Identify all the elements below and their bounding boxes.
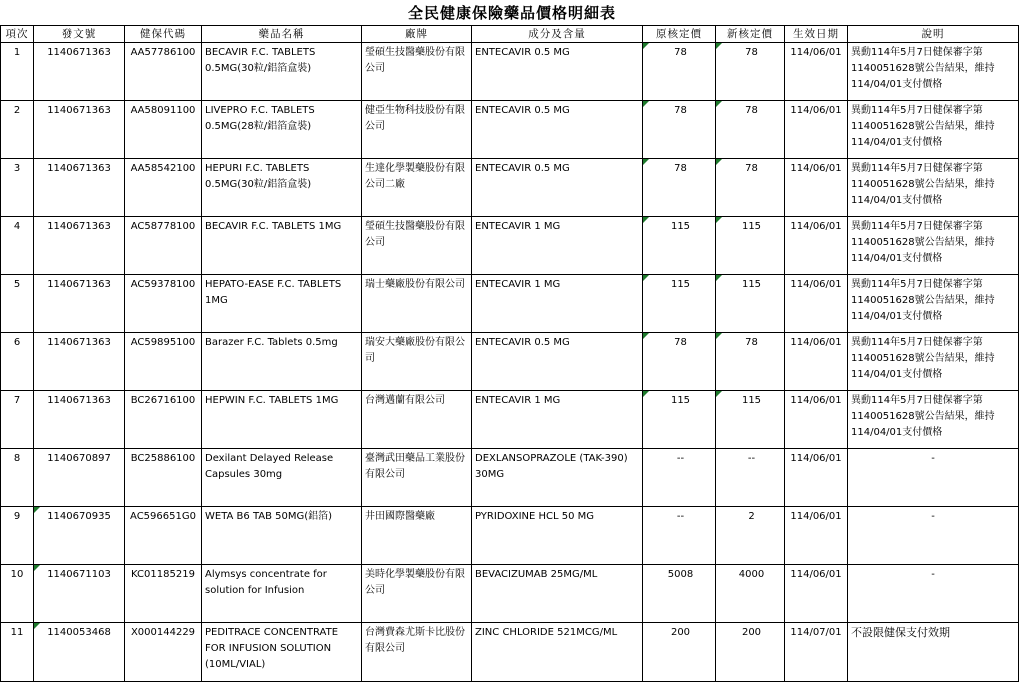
cell-new-price: 4000 (716, 565, 785, 623)
cell-note: - (848, 449, 1019, 507)
cell-new-price: 78 (716, 43, 785, 101)
header-effective-date: 生效日期 (785, 26, 848, 43)
cell-item-no: 1 (1, 43, 34, 101)
cell-new-price: 78 (716, 333, 785, 391)
cell-item-no: 11 (1, 623, 34, 682)
cell-ingredient: ENTECAVIR 0.5 MG (472, 159, 643, 217)
cell-doc-no: 1140671363 (34, 275, 125, 333)
cell-doc-no: 1140671363 (34, 333, 125, 391)
cell-manufacturer: 台灣邁蘭有限公司 (362, 391, 472, 449)
cell-original-price: 78 (643, 333, 716, 391)
cell-note: 異動114年5月7日健保審字第1140051628號公告結果，維持114/04/01支付價格 (848, 159, 1019, 217)
header-item-no: 項次 (1, 26, 34, 43)
cell-nhi-code: AC58778100 (125, 217, 202, 275)
cell-effective-date: 114/06/01 (785, 333, 848, 391)
header-note: 說明 (848, 26, 1019, 43)
table-row (1, 43, 1019, 101)
cell-drug-name: Barazer F.C. Tablets 0.5mg (202, 333, 362, 391)
cell-effective-date: 114/06/01 (785, 43, 848, 101)
cell-original-price: 5008 (643, 565, 716, 623)
cell-ingredient: ENTECAVIR 1 MG (472, 391, 643, 449)
cell-ingredient: ENTECAVIR 0.5 MG (472, 101, 643, 159)
cell-effective-date: 114/06/01 (785, 101, 848, 159)
cell-nhi-code: AA58542100 (125, 159, 202, 217)
cell-drug-name: WETA B6 TAB 50MG(鋁箔) (202, 507, 362, 565)
cell-manufacturer: 生達化學製藥股份有限公司二廠 (362, 159, 472, 217)
cell-ingredient: ENTECAVIR 1 MG (472, 217, 643, 275)
cell-doc-no: 1140671363 (34, 43, 125, 101)
table-row (1, 333, 1019, 391)
table-row (1, 275, 1019, 333)
cell-doc-no: 1140053468 (34, 623, 125, 682)
cell-item-no: 5 (1, 275, 34, 333)
cell-drug-name: HEPURI F.C. TABLETS 0.5MG(30粒/鋁箔盒裝) (202, 159, 362, 217)
cell-doc-no: 1140671363 (34, 217, 125, 275)
cell-nhi-code: BC25886100 (125, 449, 202, 507)
table-row (1, 623, 1019, 682)
cell-doc-no: 1140670897 (34, 449, 125, 507)
cell-nhi-code: AC59895100 (125, 333, 202, 391)
page-title: 全民健康保險藥品價格明細表 (407, 4, 616, 22)
cell-doc-no: 1140670935 (34, 507, 125, 565)
cell-new-price: 115 (716, 217, 785, 275)
cell-ingredient: ENTECAVIR 0.5 MG (472, 43, 643, 101)
cell-item-no: 7 (1, 391, 34, 449)
cell-drug-name: Dexilant Delayed Release Capsules 30mg (202, 449, 362, 507)
table-row (1, 159, 1019, 217)
cell-manufacturer: 瑩碩生技醫藥股份有限公司 (362, 217, 472, 275)
cell-effective-date: 114/06/01 (785, 159, 848, 217)
cell-doc-no: 1140671103 (34, 565, 125, 623)
cell-item-no: 3 (1, 159, 34, 217)
cell-manufacturer: 台灣費森尤斯卡比股份有限公司 (362, 623, 472, 682)
cell-original-price: 115 (643, 275, 716, 333)
cell-item-no: 8 (1, 449, 34, 507)
table-row (1, 449, 1019, 507)
cell-effective-date: 114/06/01 (785, 507, 848, 565)
table-row (1, 217, 1019, 275)
header-new-price: 新核定價 (716, 26, 785, 43)
cell-manufacturer: 健亞生物科技股份有限公司 (362, 101, 472, 159)
header-drug-name: 藥品名稱 (202, 26, 362, 43)
cell-ingredient: ENTECAVIR 1 MG (472, 275, 643, 333)
header-row (1, 26, 1019, 43)
cell-manufacturer: 瑞安大藥廠股份有限公司 (362, 333, 472, 391)
drug-price-table (0, 25, 1019, 682)
cell-drug-name: BECAVIR F.C. TABLETS 1MG (202, 217, 362, 275)
cell-new-price: 115 (716, 391, 785, 449)
cell-original-price: 115 (643, 217, 716, 275)
cell-original-price: 78 (643, 101, 716, 159)
cell-note: 不設限健保支付效期 (848, 623, 1019, 682)
cell-original-price: 78 (643, 159, 716, 217)
cell-manufacturer: 瑩碩生技醫藥股份有限公司 (362, 43, 472, 101)
cell-new-price: 115 (716, 275, 785, 333)
cell-item-no: 6 (1, 333, 34, 391)
cell-drug-name: Alymsys concentrate for solution for Infusion (202, 565, 362, 623)
cell-note: 異動114年5月7日健保審字第1140051628號公告結果，維持114/04/01支付價格 (848, 101, 1019, 159)
cell-manufacturer: 井田國際醫藥廠 (362, 507, 472, 565)
cell-item-no: 10 (1, 565, 34, 623)
header-doc-no: 發文號 (34, 26, 125, 43)
cell-original-price: 78 (643, 43, 716, 101)
cell-drug-name: LIVEPRO F.C. TABLETS 0.5MG(28粒/鋁箔盒裝) (202, 101, 362, 159)
cell-original-price: 200 (643, 623, 716, 682)
cell-original-price: -- (643, 449, 716, 507)
cell-nhi-code: BC26716100 (125, 391, 202, 449)
cell-effective-date: 114/06/01 (785, 275, 848, 333)
cell-new-price: -- (716, 449, 785, 507)
cell-doc-no: 1140671363 (34, 101, 125, 159)
cell-note: 異動114年5月7日健保審字第1140051628號公告結果，維持114/04/01支付價格 (848, 217, 1019, 275)
cell-nhi-code: KC01185219 (125, 565, 202, 623)
cell-effective-date: 114/06/01 (785, 565, 848, 623)
header-nhi-code: 健保代碼 (125, 26, 202, 43)
cell-effective-date: 114/07/01 (785, 623, 848, 682)
cell-drug-name: BECAVIR F.C. TABLETS 0.5MG(30粒/鋁箔盒裝) (202, 43, 362, 101)
cell-effective-date: 114/06/01 (785, 217, 848, 275)
cell-doc-no: 1140671363 (34, 159, 125, 217)
cell-note: - (848, 565, 1019, 623)
cell-manufacturer: 瑞士藥廠股份有限公司 (362, 275, 472, 333)
cell-nhi-code: AC596651G0 (125, 507, 202, 565)
cell-new-price: 200 (716, 623, 785, 682)
table-row (1, 507, 1019, 565)
cell-nhi-code: AA58091100 (125, 101, 202, 159)
cell-ingredient: PYRIDOXINE HCL 50 MG (472, 507, 643, 565)
cell-ingredient: BEVACIZUMAB 25MG/ML (472, 565, 643, 623)
cell-note: 異動114年5月7日健保審字第1140051628號公告結果，維持114/04/01支付價格 (848, 333, 1019, 391)
table-row (1, 101, 1019, 159)
cell-nhi-code: AC59378100 (125, 275, 202, 333)
cell-effective-date: 114/06/01 (785, 391, 848, 449)
cell-new-price: 78 (716, 159, 785, 217)
cell-nhi-code: AA57786100 (125, 43, 202, 101)
table-row (1, 391, 1019, 449)
cell-nhi-code: X000144229 (125, 623, 202, 682)
cell-item-no: 9 (1, 507, 34, 565)
cell-new-price: 78 (716, 101, 785, 159)
cell-drug-name: PEDITRACE CONCENTRATE FOR INFUSION SOLUTION (10ML/VIAL) (202, 623, 362, 682)
header-ingredient: 成分及含量 (472, 26, 643, 43)
cell-note: 異動114年5月7日健保審字第1140051628號公告結果，維持114/04/01支付價格 (848, 391, 1019, 449)
cell-manufacturer: 美時化學製藥股份有限公司 (362, 565, 472, 623)
cell-manufacturer: 臺灣武田藥品工業股份有限公司 (362, 449, 472, 507)
table-row (1, 565, 1019, 623)
cell-ingredient: ENTECAVIR 0.5 MG (472, 333, 643, 391)
cell-note: 異動114年5月7日健保審字第1140051628號公告結果，維持114/04/01支付價格 (848, 43, 1019, 101)
cell-original-price: -- (643, 507, 716, 565)
cell-ingredient: DEXLANSOPRAZOLE (TAK-390) 30MG (472, 449, 643, 507)
header-manufacturer: 廠牌 (362, 26, 472, 43)
cell-original-price: 115 (643, 391, 716, 449)
cell-doc-no: 1140671363 (34, 391, 125, 449)
cell-item-no: 2 (1, 101, 34, 159)
header-original-price: 原核定價 (643, 26, 716, 43)
cell-new-price: 2 (716, 507, 785, 565)
cell-effective-date: 114/06/01 (785, 449, 848, 507)
cell-note: - (848, 507, 1019, 565)
cell-note: 異動114年5月7日健保審字第1140051628號公告結果，維持114/04/01支付價格 (848, 275, 1019, 333)
cell-ingredient: ZINC CHLORIDE 521MCG/ML (472, 623, 643, 682)
cell-item-no: 4 (1, 217, 34, 275)
cell-drug-name: HEPWIN F.C. TABLETS 1MG (202, 391, 362, 449)
cell-drug-name: HEPATO-EASE F.C. TABLETS 1MG (202, 275, 362, 333)
